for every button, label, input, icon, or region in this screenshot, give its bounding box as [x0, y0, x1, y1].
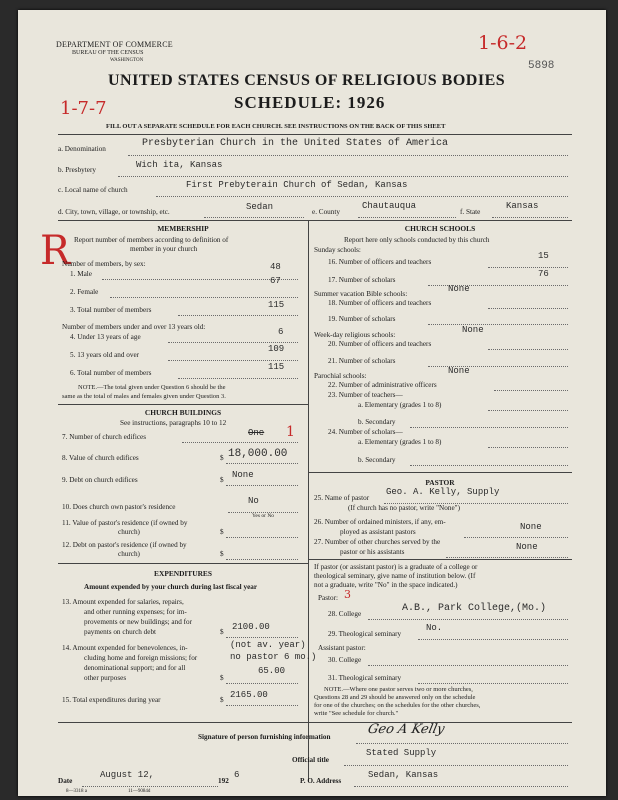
- q13-line: [226, 637, 298, 638]
- membership-note-1: NOTE.—The total given under Question 6 should be the: [78, 384, 226, 391]
- q16-label: 16. Number of officers and teachers: [328, 258, 432, 266]
- state-value: Kansas: [506, 201, 539, 211]
- q4-value: 6: [278, 327, 284, 337]
- q1-label: 1. Male: [70, 270, 92, 278]
- expenditures-heading: EXPENDITURES: [154, 569, 212, 578]
- membership-intro-2: member in your church: [130, 245, 198, 253]
- q23a-label: a. Elementary (grades 1 to 8): [358, 401, 442, 409]
- parochial-label: Parochial schools:: [314, 372, 367, 380]
- q24-label: 24. Number of scholars—: [328, 428, 403, 436]
- q24a-line: [488, 447, 568, 448]
- q13-dollar: $: [220, 628, 224, 636]
- department-name: DEPARTMENT OF COMMERCE: [56, 40, 173, 49]
- q13-label-a: 13. Amount expended for salaries, repairs,: [62, 598, 184, 606]
- q31-line: [418, 683, 568, 684]
- po-address-line: [354, 786, 568, 787]
- q10-yes-no: Yes or No: [252, 513, 275, 519]
- schools-heading: CHURCH SCHOOLS: [404, 224, 476, 233]
- q9-label: 9. Debt on church edifices: [62, 476, 138, 484]
- q7-line: [182, 442, 298, 443]
- q20-label: 20. Number of officers and teachers: [328, 340, 432, 348]
- buildings-sub: See instructions, paragraphs 10 to 12: [120, 419, 227, 427]
- bureau-name: BUREAU OF THE CENSUS: [72, 50, 144, 56]
- q12-label-b: church): [118, 550, 140, 558]
- q28-line: [368, 619, 568, 620]
- q27-value: None: [516, 542, 538, 552]
- q2-line: [110, 297, 298, 298]
- q22-line: [494, 390, 568, 391]
- presbytery-value: Wich ita, Kansas: [136, 160, 223, 170]
- by-age-label: Number of members under and over 13 years old:: [62, 323, 206, 331]
- q5-line: [168, 360, 298, 361]
- q14-label-d: other purposes: [84, 674, 127, 682]
- q26-label-b: ployed as assistant pastors: [340, 528, 416, 536]
- q26-label-a: 26. Number of ordained ministers, if any, em-: [314, 518, 446, 526]
- grad-note-2: theological seminary, give name of institution below. (If: [314, 572, 476, 580]
- q16-line: [488, 267, 568, 268]
- form-number: 5898: [528, 60, 555, 72]
- q4-label: 4. Under 13 years of age: [70, 333, 141, 341]
- q9-line: [226, 485, 298, 486]
- q24b-label: b. Secondary: [358, 456, 396, 464]
- city-name: WASHINGTON: [110, 58, 144, 63]
- weekday-label: Week-day religious schools:: [314, 331, 396, 339]
- local-name-line: [156, 196, 568, 197]
- assistant-label: Assistant pastor:: [318, 644, 366, 652]
- q6-label: 6. Total number of members: [70, 369, 152, 377]
- q26-line: [464, 537, 568, 538]
- q12-dollar: $: [220, 550, 224, 558]
- q18-line: [488, 308, 568, 309]
- q6-value: 115: [268, 362, 285, 372]
- buildings-heading: CHURCH BUILDINGS: [144, 408, 222, 417]
- denomination-line: [128, 155, 568, 156]
- year-prefix: 192: [218, 777, 229, 785]
- q17-value: 76: [538, 269, 549, 279]
- q14-dollar: $: [220, 674, 224, 682]
- official-title-value: Stated Supply: [366, 748, 437, 758]
- grad-note-1: If pastor (or assistant pastor) is a graduate of a college or: [314, 563, 478, 571]
- q28-value: A.B., Park College,(Mo.): [402, 603, 547, 614]
- pastor-red-mark: 3: [344, 588, 351, 601]
- q24b-line: [410, 465, 568, 466]
- q11-line: [226, 537, 298, 538]
- membership-note-2: same as the total of males and females given under Question 3.: [62, 393, 226, 400]
- denomination-value: Presbyterian Church in the United States of America: [142, 138, 449, 149]
- q12-label-a: 12. Debt on pastor's residence (if owned by: [62, 541, 187, 549]
- pastor-note-4: write "See schedule for church.": [314, 710, 399, 717]
- summer-value: None: [448, 284, 470, 294]
- q23b-label: b. Secondary: [358, 418, 396, 426]
- form-title: UNITED STATES CENSUS OF RELIGIOUS BODIES: [108, 72, 506, 89]
- q8-label: 8. Value of church edifices: [62, 454, 139, 462]
- q15-line: [226, 705, 298, 706]
- q3-line: [178, 315, 298, 316]
- by-sex-label: Number of members, by sex:: [62, 260, 146, 268]
- q25-note: (If church has no pastor, write "None"): [348, 504, 460, 512]
- date-label: Date: [58, 777, 73, 785]
- q13-label-d: payments on church debt: [84, 628, 157, 636]
- presbytery-line: [118, 176, 568, 177]
- city-label: d. City, town, village, or township, etc.: [58, 208, 170, 216]
- signature-value: Geo A Kelly: [366, 722, 446, 737]
- county-line: [358, 217, 456, 218]
- print-code-2: 11—9084d: [128, 789, 151, 794]
- q11-label-a: 11. Value of pastor's residence (if owned by: [62, 519, 188, 527]
- local-name-label: c. Local name of church: [58, 186, 128, 194]
- q13-value: 2100.00: [232, 622, 270, 632]
- q1-value: 48: [270, 262, 281, 272]
- q10-label: 10. Does church own pastor's residence: [62, 503, 176, 511]
- q29-label: 29. Theological seminary: [328, 630, 402, 638]
- q30-line: [368, 665, 568, 666]
- q13-label-c: provements or new buildings; and for: [84, 618, 192, 626]
- red-code-top: 1-6-2: [478, 32, 528, 54]
- q15-dollar: $: [220, 696, 224, 704]
- signature-label: Signature of person furnishing information: [198, 733, 331, 741]
- q1-line: [102, 279, 298, 280]
- q29-line: [418, 639, 568, 640]
- q23b-line: [410, 427, 568, 428]
- q4-line: [168, 342, 298, 343]
- q14-label-a: 14. Amount expended for benevolences, in-: [62, 644, 188, 652]
- form-subtitle: SCHEDULE: 1926: [234, 93, 386, 112]
- city-value: Sedan: [246, 202, 274, 212]
- q3-value: 115: [268, 300, 285, 310]
- q14-note-1: (not av. year): [230, 640, 306, 650]
- local-name-value: First Prebyterain Church of Sedan, Kansas: [186, 180, 408, 190]
- header-rule: [58, 134, 572, 135]
- po-address-label: P. O. Address: [300, 777, 342, 785]
- q11-label-b: church): [118, 528, 140, 536]
- pastor-rule: [308, 559, 572, 560]
- q9-value: None: [232, 470, 254, 480]
- q8-line: [226, 463, 298, 464]
- q14-label-c: denominational support; and for all: [84, 664, 186, 672]
- pastor-note-3: for one of the churches; on the schedules for the other churches,: [314, 702, 481, 709]
- state-line: [492, 217, 568, 218]
- q26-value: None: [520, 522, 542, 532]
- q21-label: 21. Number of scholars: [328, 357, 396, 365]
- q22-label: 22. Number of administrative officers: [328, 381, 437, 389]
- buildings-rule: [58, 563, 308, 564]
- red-code-left: 1-7-7: [60, 98, 107, 119]
- pastor-label: Pastor:: [318, 594, 338, 602]
- official-title-line: [344, 765, 568, 766]
- q7-label: 7. Number of church edifices: [62, 433, 147, 441]
- q9-dollar: $: [220, 476, 224, 484]
- q24a-label: a. Elementary (grades 1 to 8): [358, 438, 442, 446]
- presbytery-label: b. Presbytery: [58, 166, 96, 174]
- pastor-note-1: NOTE.—Where one pastor serves two or more churches,: [324, 686, 473, 693]
- denomination-label: a. Denomination: [58, 145, 106, 153]
- q25-label: 25. Name of pastor: [314, 494, 370, 502]
- grad-note-3: not a graduate, write "No" in the space indicated.): [314, 581, 458, 589]
- po-address-value: Sedan, Kansas: [368, 770, 439, 780]
- census-schedule-page: [18, 10, 606, 796]
- q14-note-2: no pastor 6 mo.): [230, 652, 317, 662]
- membership-rule: [58, 404, 308, 405]
- summer-label: Summer vacation Bible schools:: [314, 290, 408, 298]
- q2-value: 67: [270, 276, 281, 286]
- q14-value: 65.00: [258, 666, 286, 676]
- q25-value: Geo. A. Kelly, Supply: [386, 487, 500, 497]
- q23-label: 23. Number of teachers—: [328, 391, 403, 399]
- q8-dollar: $: [220, 454, 224, 462]
- q27-label-b: pastor or his assistants: [340, 548, 405, 556]
- q30-label: 30. College: [328, 656, 362, 664]
- red-r-mark: R: [40, 228, 71, 274]
- expenditures-sub: Amount expended by your church during last fiscal year: [84, 583, 258, 591]
- q7-value: One: [248, 428, 265, 438]
- q20-line: [488, 349, 568, 350]
- pastor-heading: PASTOR: [425, 478, 455, 487]
- date-value: August 12,: [100, 770, 155, 780]
- q29-value: No.: [426, 623, 443, 633]
- parochial-value: None: [448, 366, 470, 376]
- state-label: f. State: [460, 208, 481, 216]
- q6-line: [178, 378, 298, 379]
- q13-label-b: and other running expenses; for im-: [84, 608, 187, 616]
- q19-label: 19. Number of scholars: [328, 315, 396, 323]
- identity-rule: [58, 220, 572, 221]
- q23a-line: [488, 410, 568, 411]
- q27-label-a: 27. Number of other churches served by the: [314, 538, 441, 546]
- q18-label: 18. Number of officers and teachers: [328, 299, 432, 307]
- q2-label: 2. Female: [70, 288, 99, 296]
- q3-label: 3. Total number of members: [70, 306, 152, 314]
- q14-label-b: cluding home and foreign missions; for: [84, 654, 198, 662]
- membership-heading: MEMBERSHIP: [157, 224, 209, 233]
- pastor-note-2: Questions 28 and 29 should be answered only on the schedule: [314, 694, 476, 701]
- official-title-label: Official title: [292, 756, 329, 764]
- q17-label: 17. Number of scholars: [328, 276, 396, 284]
- instruction-line: FILL OUT A SEPARATE SCHEDULE FOR EACH CHURCH. SEE INSTRUCTIONS ON THE BACK OF THIS SHEET: [106, 123, 446, 130]
- q15-label: 15. Total expenditures during year: [62, 696, 161, 704]
- year-suffix: 6: [234, 770, 240, 780]
- body-bottom-rule: [58, 722, 572, 723]
- q7-red-mark: 1: [286, 424, 295, 440]
- weekday-value: None: [462, 325, 484, 335]
- q15-value: 2165.00: [230, 690, 268, 700]
- q14-line: [226, 683, 298, 684]
- membership-intro-1: Report number of members according to definition of: [74, 236, 229, 244]
- q5-value: 109: [268, 344, 285, 354]
- county-label: e. County: [312, 208, 340, 216]
- q11-dollar: $: [220, 528, 224, 536]
- county-value: Chautauqua: [362, 201, 417, 211]
- date-line: [82, 786, 218, 787]
- q28-label: 28. College: [328, 610, 362, 618]
- schools-rule: [308, 472, 572, 473]
- print-code-1: 8—3318 a: [66, 789, 87, 794]
- q31-label: 31. Theological seminary: [328, 674, 402, 682]
- schools-intro: Report here only schools conducted by this church: [344, 236, 490, 244]
- column-divider: [308, 220, 309, 782]
- sunday-label: Sunday schools:: [314, 246, 361, 254]
- signature-line: [356, 743, 568, 744]
- q10-value: No: [248, 496, 259, 506]
- q5-label: 5. 13 years old and over: [70, 351, 140, 359]
- q8-value: 18,000.00: [228, 448, 288, 460]
- q19-line: [428, 324, 568, 325]
- q27-line: [446, 557, 568, 558]
- q12-line: [226, 559, 298, 560]
- city-line: [204, 217, 304, 218]
- q16-value: 15: [538, 251, 549, 261]
